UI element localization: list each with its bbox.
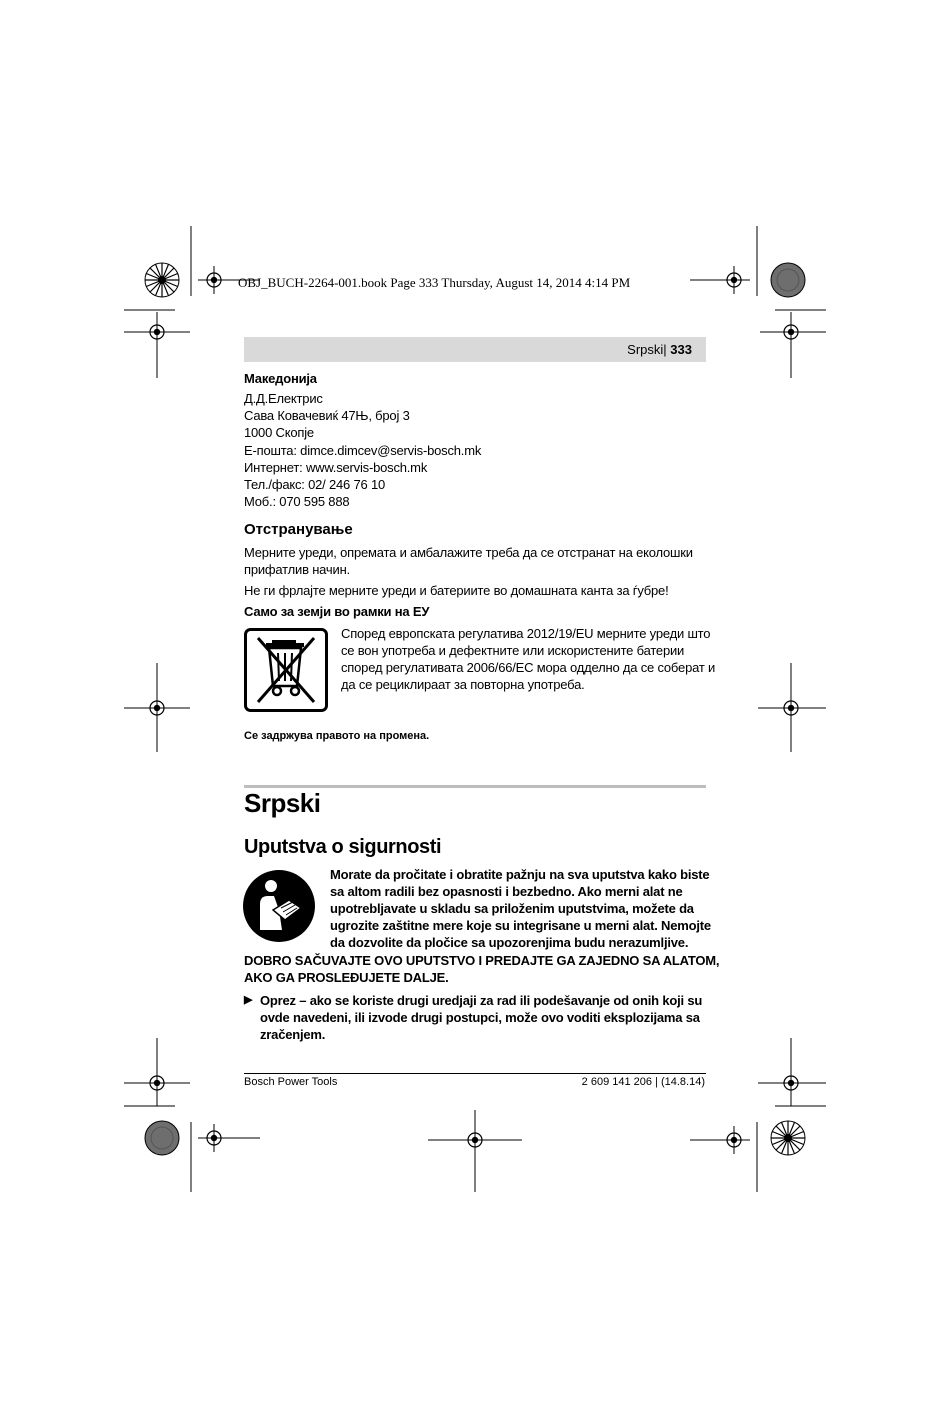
- paragraph-line: прифатлив начин.: [244, 562, 350, 577]
- paragraph-line: Oprez – ako se koriste drugi uredjaji za rad ili podešavanje od onih koji su: [260, 993, 703, 1008]
- phone-fax-line: Тел./факс: 02/ 246 76 10: [244, 477, 386, 493]
- read-manual-icon: [243, 870, 315, 942]
- paragraph-line: AKO GA PROSLEĐUJETE DALJE.: [244, 970, 449, 985]
- book-file-line: OBJ_BUCH-2264-001.book Page 333 Thursday, August 14, 2014 4:14 PM: [238, 275, 631, 290]
- paragraph-line: sa altom radili bez opasnosti i bezbedno. Ako merni alat ne: [330, 884, 683, 899]
- paragraph-line: да се рециклираат за повторна употреба.: [341, 677, 585, 692]
- footer-doc-number: 2 609 141 206 | (14.8.14): [581, 1076, 705, 1088]
- footer-brand: Bosch Power Tools: [244, 1076, 338, 1088]
- mobile-line: Моб.: 070 595 888: [244, 494, 350, 510]
- paragraph-line: ovde navedeni, ili izvode drugi postupci, može ovo voditi eksplozijama sa: [260, 1010, 700, 1025]
- caution-bullet: [260, 992, 702, 1043]
- macedonia-address: [244, 390, 481, 510]
- paragraph-line: ugrozite zaštitne mere koje su integrisane u merni alat. Nemojte: [330, 918, 711, 933]
- website-line: Интернет: www.servis-bosch.mk: [244, 459, 428, 475]
- header-separator: |: [663, 342, 667, 357]
- reserve-changes-note: Се задржува правото на промена.: [244, 730, 430, 742]
- section-title: Srpski: [244, 788, 321, 818]
- section-subtitle: Uputstva o sigurnosti: [244, 836, 442, 858]
- disposal-paragraph: [244, 544, 693, 578]
- paragraph-line: zračenjem.: [260, 1027, 326, 1042]
- address-line: 1000 Скопје: [244, 425, 314, 441]
- paragraph-line: DOBRO SAČUVAJTE OVO UPUTSTVO I PREDAJTE GA ZAJEDNO SA ALATOM,: [244, 953, 720, 968]
- bullet-marker: ▶: [244, 994, 253, 1006]
- crossed-bin-icon: [244, 628, 328, 712]
- page-number: 333: [670, 342, 692, 357]
- macedonia-heading: Македонија: [244, 371, 317, 386]
- email-line: E-пошта: dimce.dimcev@servis-bosch.mk: [244, 442, 482, 458]
- eu-heading: Само за земји во рамки на ЕУ: [244, 604, 430, 619]
- paragraph-line: според регулативата 2006/66/EC мора одделно да се соберат и: [341, 660, 716, 675]
- safety-warning-paragraph: [330, 866, 711, 951]
- address-line: Сава Ковачевиќ 47Њ, број 3: [244, 408, 410, 424]
- paragraph-line: upotrebljavate u skladu sa priloženim uputstvima, možete da: [330, 901, 694, 916]
- header-text: [627, 341, 692, 358]
- paragraph-line: Morate da pročitate i obratite pažnju na sva uputstva kako biste: [330, 867, 710, 882]
- header-language: Srpski: [627, 342, 664, 357]
- paragraph-line: da dozvolite da pločice sa upozorenjima budu nerazumljive.: [330, 935, 689, 950]
- disposal-warning: Не ги фрлајте мерните уреди и батериите во домашната канта за ѓубре!: [244, 583, 669, 598]
- paragraph-line: Мерните уреди, опремата и амбалажите треба да се отстранат на еколошки: [244, 545, 693, 560]
- eu-regulation-text: [341, 625, 715, 693]
- keep-instructions-notice: [244, 952, 719, 986]
- address-line: Д.Д.Електрис: [244, 391, 323, 406]
- paragraph-line: се вон употреба и дефектните или искористените батерии: [341, 643, 685, 658]
- paragraph-line: Според европската регулатива 2012/19/EU мерните уреди што: [341, 626, 711, 641]
- page-header: [244, 337, 706, 362]
- footer-rule: [244, 1073, 706, 1074]
- disposal-heading: Отстранување: [244, 521, 353, 538]
